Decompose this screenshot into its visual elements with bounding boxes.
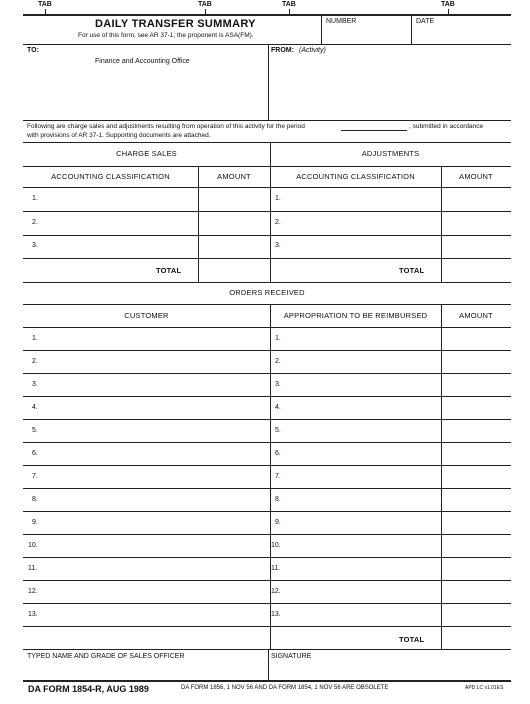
adjustments-total-field[interactable]	[443, 260, 510, 281]
orders-appropriation-field[interactable]	[288, 352, 438, 371]
statement-line-1-end: , submitted in accordance	[409, 123, 484, 130]
orders-appropriation-row-number: 6.	[275, 450, 281, 457]
orders-title-line	[23, 304, 511, 305]
orders-amount-field[interactable]	[443, 605, 510, 624]
orders-customer-row-number: 6.	[32, 450, 38, 457]
orders-appropriation-row-number: 9.	[275, 519, 281, 526]
orders-appropriation-row-number: 13.	[271, 611, 281, 618]
sales-col-classification: ACCOUNTING CLASSIFICATION	[51, 172, 170, 181]
sales-amount-field[interactable]	[200, 189, 269, 210]
sales-officer-label: TYPED NAME AND GRADE OF SALES OFFICER	[27, 653, 185, 660]
orders-row-line	[23, 465, 511, 466]
from-field[interactable]	[270, 56, 510, 119]
form-bottom-border	[23, 680, 511, 682]
orders-row-line	[23, 534, 511, 535]
adjustments-amount-divider	[441, 166, 442, 282]
sales-amount-divider	[198, 166, 199, 282]
orders-appropriation-field[interactable]	[288, 421, 438, 440]
orders-row-line	[23, 580, 511, 581]
orders-appropriation-row-number: 2.	[275, 358, 281, 365]
orders-amount-field[interactable]	[443, 352, 510, 371]
orders-appropriation-field[interactable]	[288, 559, 438, 578]
header-bottom-line	[23, 44, 511, 45]
orders-customer-field[interactable]	[45, 444, 268, 463]
statement-line-1: Following are charge sales and adjustments resulting from operation of this activity for the period	[27, 123, 305, 130]
orders-amount-field[interactable]	[443, 444, 510, 463]
sales-row-line	[23, 258, 511, 259]
adjustments-col-amount: AMOUNT	[459, 172, 493, 181]
orders-customer-field[interactable]	[45, 467, 268, 486]
sales-officer-field[interactable]	[24, 662, 267, 679]
orders-amount-field[interactable]	[443, 398, 510, 417]
sales-row-number: 1.	[32, 195, 38, 202]
orders-appropriation-row-number: 1.	[275, 335, 281, 342]
to-field[interactable]	[24, 66, 267, 119]
orders-amount-field[interactable]	[443, 559, 510, 578]
orders-customer-row-number: 2.	[32, 358, 38, 365]
orders-customer-row-number: 5.	[32, 427, 38, 434]
orders-customer-row-number: 11.	[28, 565, 38, 572]
tab-marker-3: TAB	[282, 1, 296, 8]
obsolete-note: DA FORM 1856, 1 NOV 56 AND DA FORM 1854, 1 NOV 56 ARE OBSOLETE	[181, 685, 389, 691]
signature-label: SIGNATURE	[271, 653, 312, 660]
orders-appropriation-field[interactable]	[288, 467, 438, 486]
orders-appropriation-row-number: 3.	[275, 381, 281, 388]
orders-amount-field[interactable]	[443, 513, 510, 532]
orders-row-line	[23, 488, 511, 489]
orders-customer-field[interactable]	[45, 536, 268, 555]
from-hint: (Activity)	[299, 47, 326, 54]
orders-bottom-line	[23, 649, 511, 650]
orders-appropriation-row-number: 8.	[275, 496, 281, 503]
orders-customer-row-number: 12.	[28, 588, 38, 595]
sales-row-number: 2.	[32, 219, 38, 226]
to-from-bottom-line	[23, 120, 511, 121]
orders-col-amount: AMOUNT	[459, 311, 493, 320]
orders-title: ORDERS RECEIVED	[229, 288, 305, 297]
sales-amount-field[interactable]	[200, 213, 269, 234]
orders-appropriation-row-number: 7.	[275, 473, 281, 480]
signature-divider	[268, 649, 269, 680]
orders-appropriation-field[interactable]	[288, 490, 438, 509]
orders-customer-field[interactable]	[45, 375, 268, 394]
number-field[interactable]	[322, 27, 410, 43]
adjustments-amount-field[interactable]	[443, 189, 510, 210]
orders-amount-field[interactable]	[443, 536, 510, 555]
orders-appropriation-field[interactable]	[288, 605, 438, 624]
to-label: TO:	[27, 47, 39, 54]
adjustments-title: ADJUSTMENTS	[361, 149, 420, 158]
orders-appropriation-field[interactable]	[288, 582, 438, 601]
orders-amount-field[interactable]	[443, 375, 510, 394]
orders-customer-field[interactable]	[45, 559, 268, 578]
orders-customer-row-number: 4.	[32, 404, 38, 411]
orders-appropriation-field[interactable]	[288, 513, 438, 532]
orders-row-line	[23, 442, 511, 443]
orders-row-line	[23, 557, 511, 558]
orders-appropriation-row-number: 12.	[271, 588, 281, 595]
orders-customer-field[interactable]	[45, 513, 268, 532]
period-field[interactable]	[341, 121, 407, 130]
orders-col-appropriation: APPROPRIATION TO BE REIMBURSED	[283, 311, 428, 320]
orders-appropriation-field[interactable]	[288, 444, 438, 463]
adjustments-row-number: 3.	[275, 242, 281, 249]
orders-customer-field[interactable]	[45, 329, 268, 348]
orders-row-line	[23, 373, 511, 374]
orders-customer-row-number: 7.	[32, 473, 38, 480]
orders-customer-row-number: 3.	[32, 381, 38, 388]
orders-header-line	[23, 327, 511, 328]
tab-marker-2: TAB	[198, 1, 212, 8]
orders-amount-field[interactable]	[443, 582, 510, 601]
orders-appropriation-field[interactable]	[288, 398, 438, 417]
orders-customer-field[interactable]	[45, 490, 268, 509]
orders-row-line	[23, 350, 511, 351]
sales-row-line	[23, 211, 511, 212]
orders-customer-field[interactable]	[45, 398, 268, 417]
orders-row-line	[23, 603, 511, 604]
statement-bottom-line	[23, 142, 511, 143]
adjustments-col-classification: ACCOUNTING CLASSIFICATION	[296, 172, 415, 181]
orders-customer-field[interactable]	[45, 421, 268, 440]
date-field[interactable]	[412, 27, 510, 43]
orders-customer-row-number: 1.	[32, 335, 38, 342]
sales-row-line	[23, 235, 511, 236]
sales-classification-field[interactable]	[45, 189, 195, 210]
adjustments-amount-field[interactable]	[443, 213, 510, 234]
adjustments-classification-field[interactable]	[288, 237, 438, 258]
sales-col-amount: AMOUNT	[217, 172, 251, 181]
from-label: FROM:	[271, 47, 294, 54]
orders-appropriation-row-number: 10.	[271, 542, 281, 549]
orders-appropriation-row-number: 4.	[275, 404, 281, 411]
adjustments-classification-field[interactable]	[288, 189, 438, 210]
orders-amount-field[interactable]	[443, 421, 510, 440]
orders-appropriation-field[interactable]	[288, 329, 438, 348]
to-value: Finance and Accounting Office	[95, 58, 190, 65]
orders-appropriation-field[interactable]	[288, 536, 438, 555]
tab-marker-1: TAB	[38, 1, 52, 8]
orders-amount-field[interactable]	[443, 329, 510, 348]
orders-row-line	[23, 511, 511, 512]
orders-customer-row-number: 9.	[32, 519, 38, 526]
orders-customer-field[interactable]	[45, 582, 268, 601]
date-label: DATE	[416, 18, 435, 25]
orders-total-label: TOTAL	[399, 635, 425, 644]
adjustments-amount-field[interactable]	[443, 237, 510, 258]
adjustments-row-number: 1.	[275, 195, 281, 202]
orders-appropriation-row-number: 11.	[271, 565, 281, 572]
orders-customer-row-number: 8.	[32, 496, 38, 503]
orders-appropriation-field[interactable]	[288, 375, 438, 394]
sales-row-number: 3.	[32, 242, 38, 249]
statement-line-2: with provisions of AR 37-1. Supporting documents are attached.	[27, 132, 211, 139]
orders-amount-field[interactable]	[443, 467, 510, 486]
orders-row-line	[23, 626, 511, 627]
orders-amount-divider	[441, 304, 442, 649]
sales-amount-field[interactable]	[200, 237, 269, 258]
period-field-underline	[341, 130, 407, 131]
orders-customer-field[interactable]	[45, 352, 268, 371]
orders-amount-field[interactable]	[443, 490, 510, 509]
adjustments-row-number: 2.	[275, 219, 281, 226]
orders-row-line	[23, 396, 511, 397]
form-title: DAILY TRANSFER SUMMARY	[95, 18, 256, 30]
orders-total-field[interactable]	[443, 630, 510, 648]
orders-customer-divider	[270, 304, 271, 649]
form-id: DA FORM 1854-R, AUG 1989	[28, 684, 149, 694]
signature-field[interactable]	[270, 662, 510, 679]
sales-section-bottom-line	[23, 282, 511, 283]
adjustments-classification-field[interactable]	[288, 213, 438, 234]
to-from-divider	[268, 44, 269, 120]
version-note: APD LC v1.01ES	[465, 685, 504, 691]
form-subtitle: For use of this form, see AR 37-1; the proponent is ASA(FM).	[78, 32, 254, 39]
orders-customer-row-number: 10.	[28, 542, 38, 549]
section-title-line	[23, 166, 511, 167]
sales-total-field[interactable]	[200, 260, 269, 281]
sales-header-line	[23, 187, 511, 188]
sales-adjustments-divider	[270, 142, 271, 282]
charge-sales-title: CHARGE SALES	[116, 149, 177, 158]
tab-marker-4: TAB	[441, 1, 455, 8]
orders-customer-row-number: 13.	[28, 611, 38, 618]
orders-row-line	[23, 419, 511, 420]
sales-total-label: TOTAL	[156, 266, 182, 275]
adjustments-total-label: TOTAL	[399, 266, 425, 275]
number-label: NUMBER	[326, 18, 357, 25]
orders-customer-field[interactable]	[45, 605, 268, 624]
orders-appropriation-row-number: 5.	[275, 427, 281, 434]
sales-classification-field[interactable]	[45, 237, 195, 258]
orders-col-customer: CUSTOMER	[124, 311, 169, 320]
sales-classification-field[interactable]	[45, 213, 195, 234]
form-top-border	[23, 14, 511, 16]
